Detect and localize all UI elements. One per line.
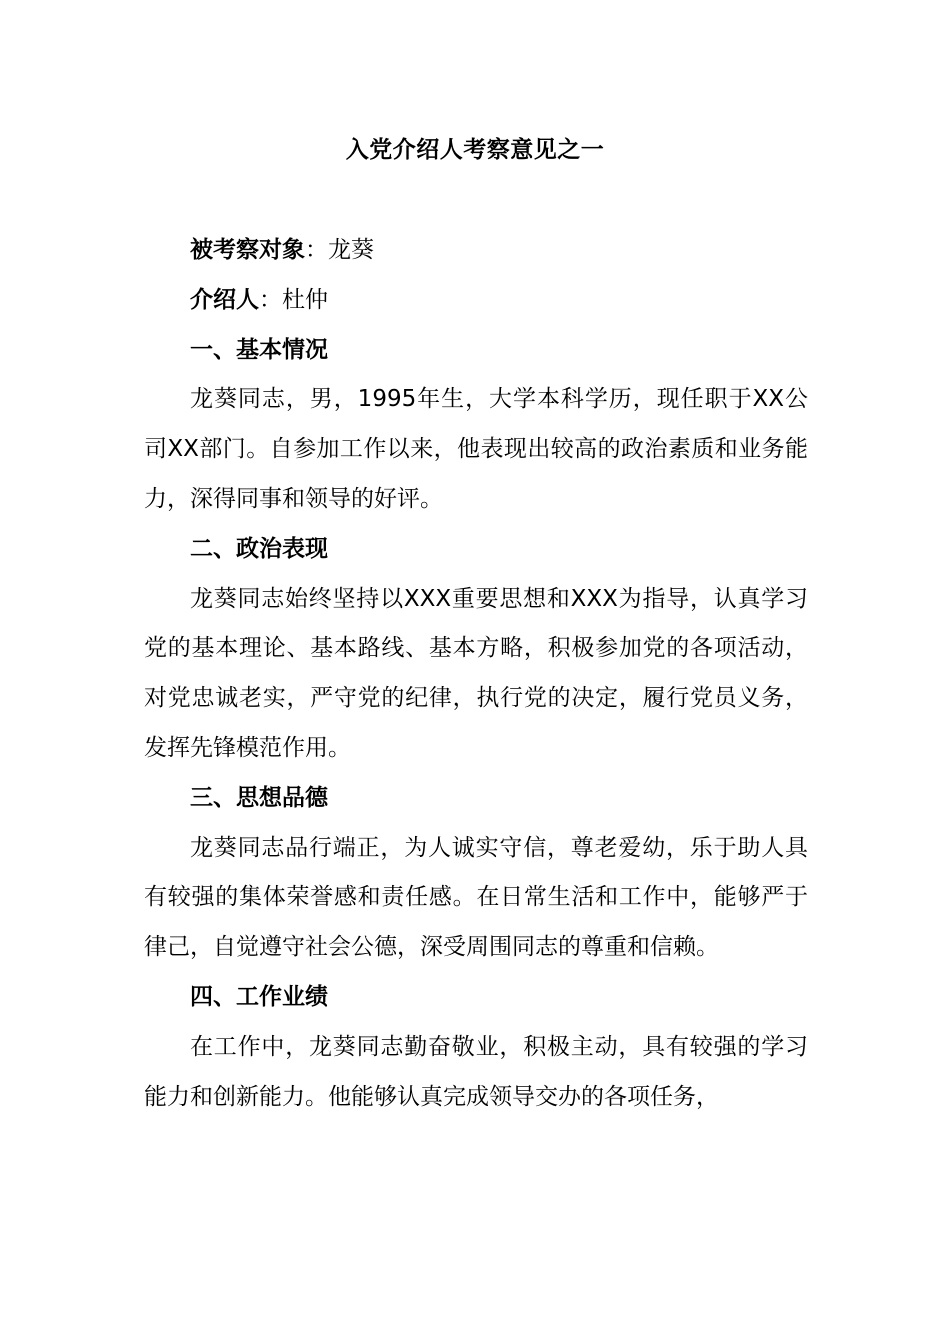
section-text-work-performance: 在工作中，龙葵同志勤奋敬业，积极主动，具有较强的学习能力和创新能力。他能够认真完成领导交办的各项任务， (144, 1033, 808, 1110)
document-title: 入党介绍人考察意见之一 (345, 137, 605, 163)
section-text-basic-info: 龙葵同志，男，1995年生，大学本科学历，现任职于XX公司XX部门。自参加工作以来，他表现出较高的政治素质和业务能力，深得同事和领导的好评。 (144, 386, 808, 512)
section-heading-basic-info: 一、基本情况 (190, 336, 328, 363)
section-heading-work-performance: 四、工作业绩 (190, 983, 328, 1010)
introducer-line (144, 276, 808, 326)
subject-value: 龙葵 (328, 237, 374, 263)
section-text-moral-character: 龙葵同志品行端正，为人诚实守信，尊老爱幼，乐于助人具有较强的集体荣誉感和责任感。在日常生活和工作中，能够严于律己，自觉遵守社会公德，深受周围同志的尊重和信赖。 (144, 834, 808, 961)
subject-label: 被考察对象 (190, 237, 305, 263)
introducer-label: 介绍人 (190, 286, 259, 313)
section-text-political-performance: 龙葵同志始终坚持以XXX重要思想和XXX为指导，认真学习党的基本理论、基本路线、基本方略，积极参加党的各项活动，对党忠诚老实，严守党的纪律，执行党的决定，履行党员义务，发挥先锋模范作用。 (144, 585, 808, 761)
section-heading-political-performance: 二、政治表现 (190, 535, 328, 562)
document-body (144, 226, 808, 1122)
subject-separator: ： (305, 237, 328, 263)
introducer-value: 杜仲 (282, 286, 328, 313)
subject-line (144, 226, 808, 276)
section-heading-moral-character: 三、思想品德 (190, 784, 328, 811)
introducer-separator: ： (259, 286, 282, 313)
